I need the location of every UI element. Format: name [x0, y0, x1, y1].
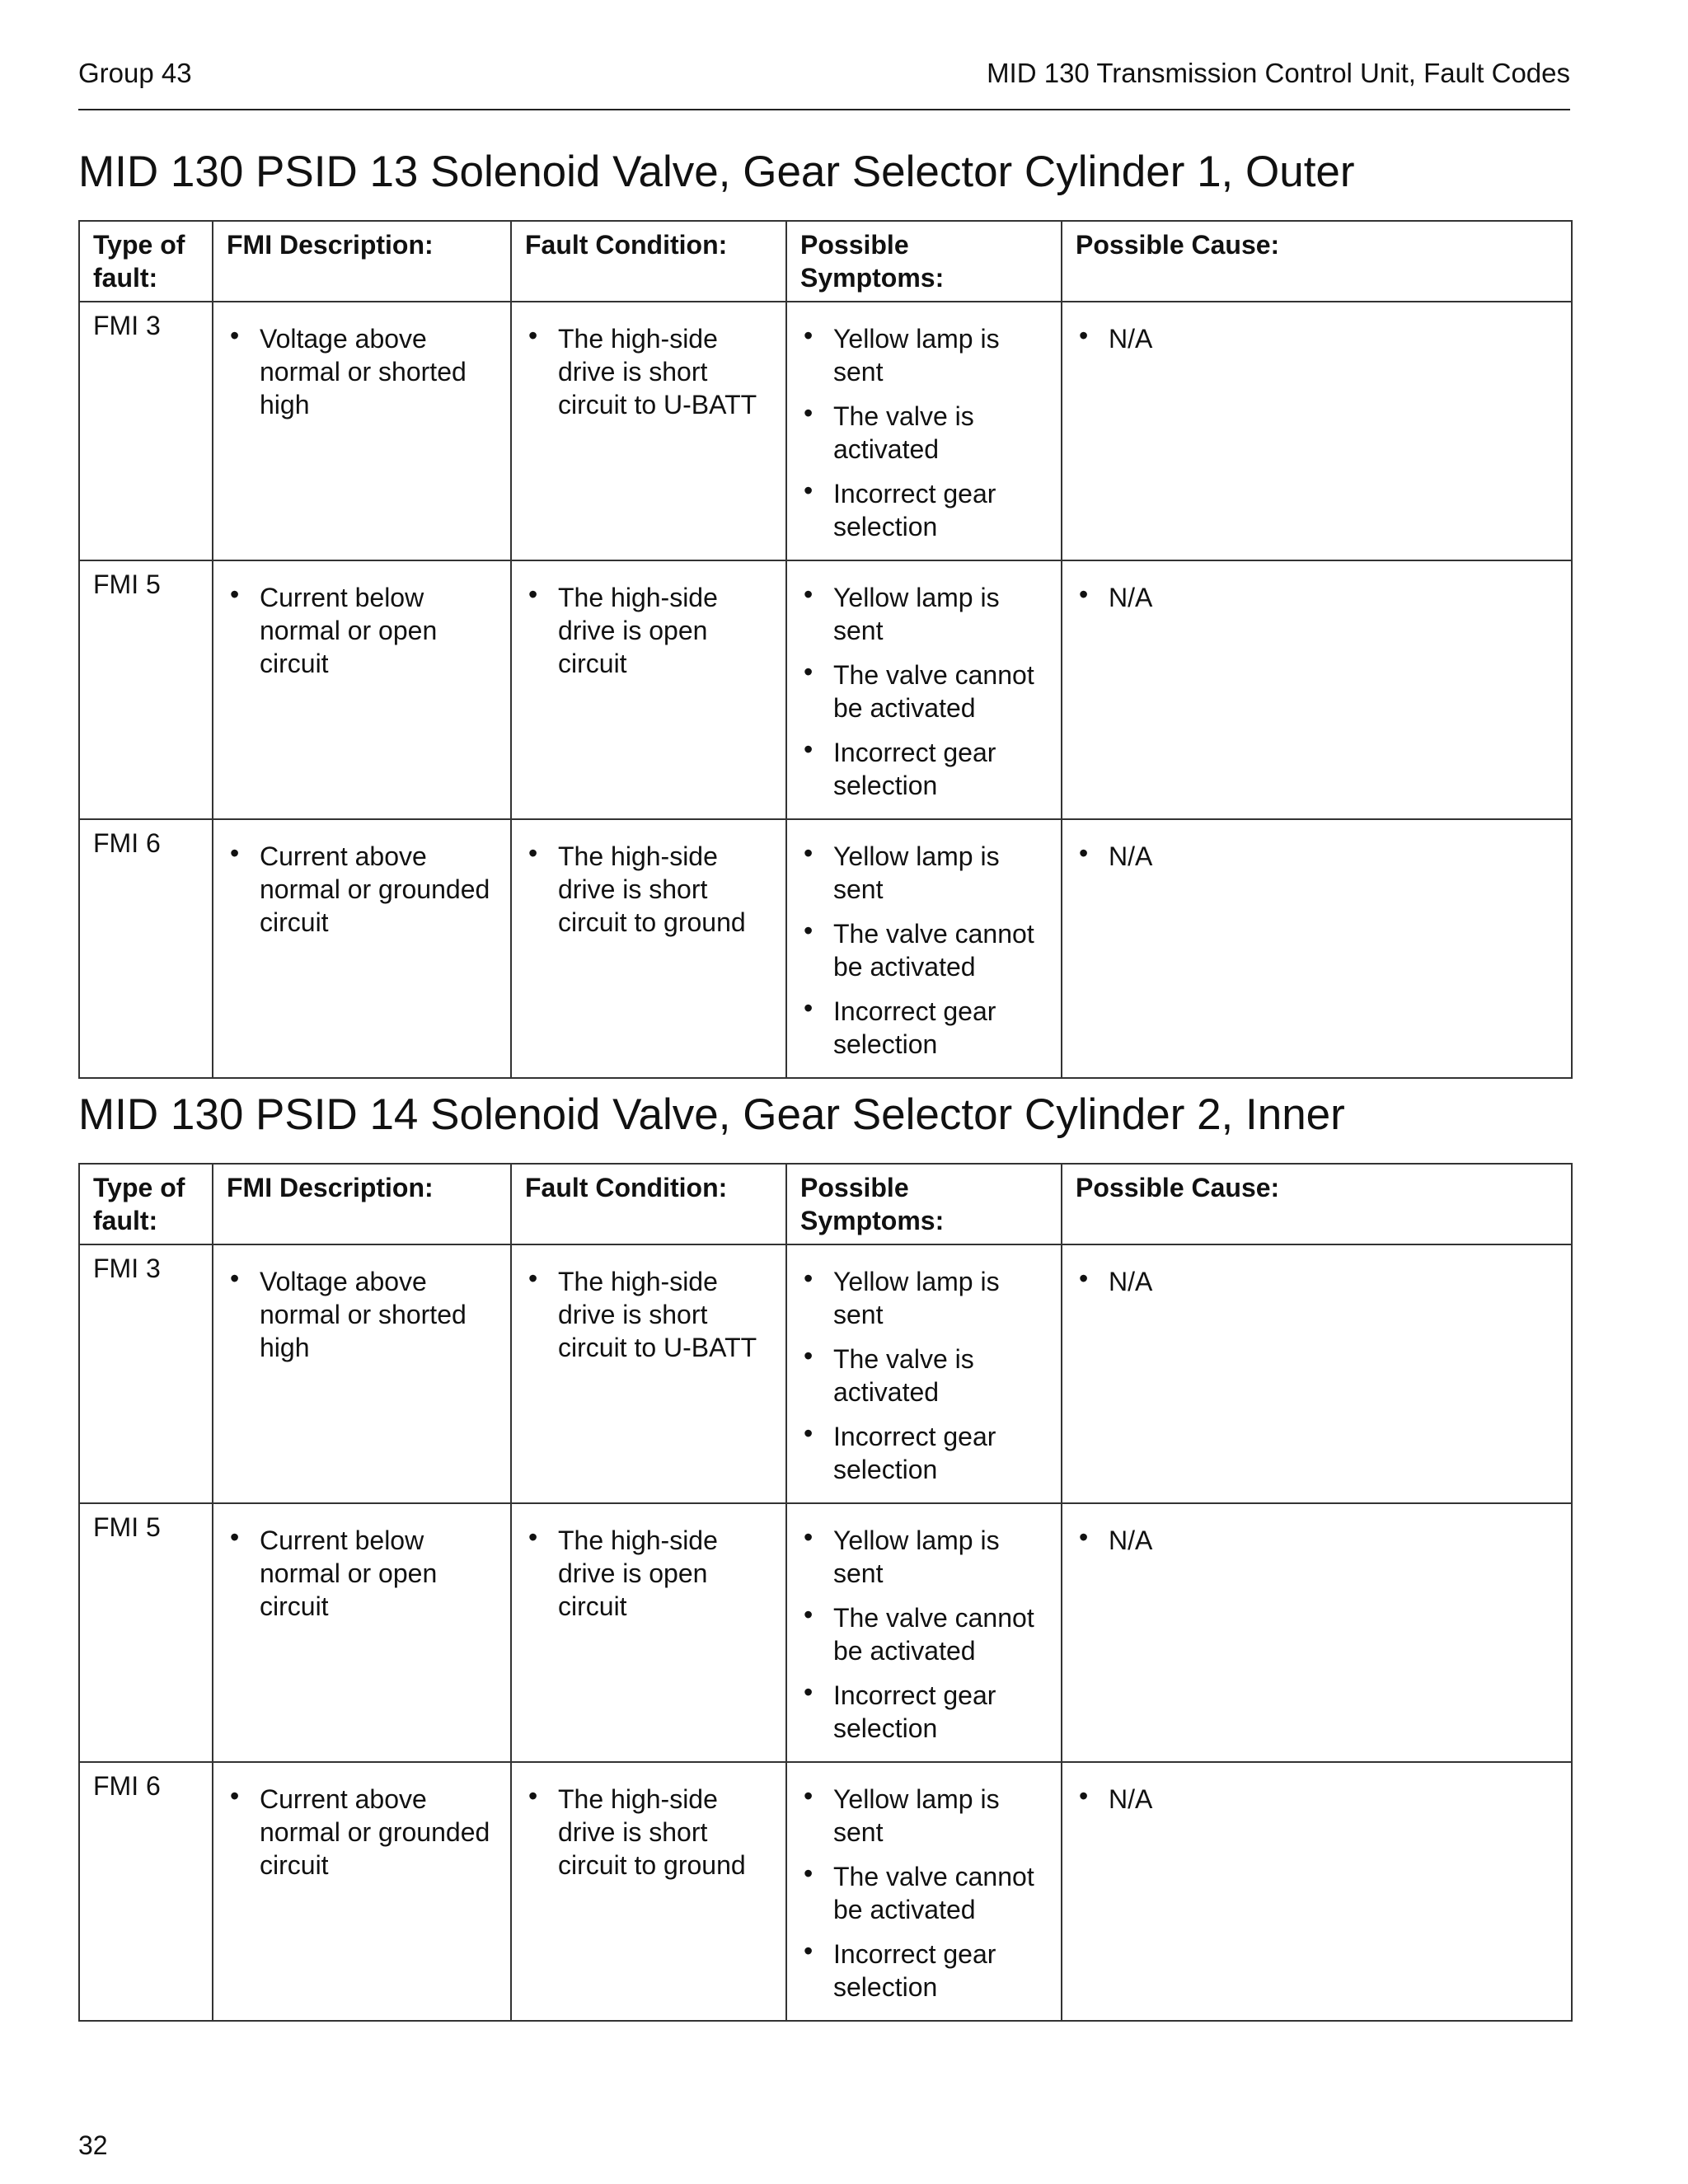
fault-condition-cell [511, 560, 786, 819]
list-item [800, 400, 1049, 466]
bullet-list [227, 1524, 499, 1623]
possible-cause-cell [1062, 560, 1572, 819]
list-item-text: Yellow lamp is sent [833, 1526, 1000, 1588]
list-item [800, 840, 1049, 906]
bullet-icon: • [804, 579, 814, 609]
list-item-text: N/A [1109, 583, 1153, 612]
fmi-description-cell [213, 1503, 511, 1762]
possible-symptoms-cell [786, 1503, 1062, 1762]
possible-cause-cell [1062, 302, 1572, 560]
list-item [800, 1860, 1049, 1926]
list-item [800, 1420, 1049, 1486]
page-number: 32 [78, 2130, 108, 2160]
bullet-icon: • [804, 1781, 814, 1811]
bullet-icon: • [804, 657, 814, 687]
bullet-icon: • [804, 476, 814, 505]
column-header-description: FMI Description: [213, 1164, 511, 1244]
table-row [79, 560, 1572, 819]
bullet-icon: • [1079, 1263, 1089, 1293]
list-item [800, 995, 1049, 1061]
bullet-icon: • [804, 993, 814, 1023]
possible-symptoms-cell [786, 302, 1062, 560]
list-item-text: N/A [1109, 1267, 1153, 1296]
header-document-title: MID 130 Transmission Control Unit, Fault Codes [987, 58, 1570, 88]
bullet-list [800, 581, 1049, 802]
bullet-icon: • [230, 579, 240, 609]
bullet-icon: • [528, 579, 538, 609]
bullet-icon: • [230, 1781, 240, 1811]
list-item-text: The valve cannot be activated [833, 1862, 1034, 1924]
list-item-text: N/A [1109, 1784, 1153, 1814]
bullet-list [525, 581, 774, 680]
list-item-text: Incorrect gear selection [833, 479, 996, 541]
possible-symptoms-cell [786, 1762, 1062, 2021]
bullet-icon: • [804, 321, 814, 350]
table-row [79, 1244, 1572, 1503]
list-item [1076, 1265, 1559, 1298]
list-item-text: The high-side drive is short circuit to U-BATT [558, 324, 757, 419]
bullet-list [800, 322, 1049, 543]
bullet-list [800, 1524, 1049, 1745]
fault-type-cell: FMI 3 [79, 302, 213, 560]
fault-condition-cell [511, 302, 786, 560]
list-item [800, 477, 1049, 543]
fmi-description-cell [213, 302, 511, 560]
list-item-text: The valve cannot be activated [833, 660, 1034, 723]
possible-cause-cell [1062, 1244, 1572, 1503]
column-header-symptoms: Possible Symptoms: [786, 1164, 1062, 1244]
column-header-symptoms: Possible Symptoms: [786, 221, 1062, 302]
bullet-icon: • [528, 838, 538, 868]
list-item [525, 1783, 774, 1882]
bullet-icon: • [804, 734, 814, 764]
possible-symptoms-cell [786, 560, 1062, 819]
bullet-icon: • [804, 838, 814, 868]
list-item [227, 322, 499, 421]
list-item-text: The high-side drive is short circuit to ground [558, 1784, 746, 1880]
list-item [227, 1524, 499, 1623]
bullet-list [800, 1783, 1049, 2004]
bullet-icon: • [1079, 838, 1089, 868]
page-header [78, 58, 1570, 110]
list-item [800, 1343, 1049, 1408]
fault-table-psid-13 [78, 220, 1573, 1079]
list-item-text: Yellow lamp is sent [833, 1267, 1000, 1329]
fault-type-cell: FMI 6 [79, 819, 213, 1078]
bullet-icon: • [1079, 1522, 1089, 1552]
bullet-icon: • [804, 1936, 814, 1966]
list-item-text: The valve cannot be activated [833, 1603, 1034, 1666]
list-item-text: The valve cannot be activated [833, 919, 1034, 982]
bullet-icon: • [230, 838, 240, 868]
list-item-text: Current above normal or grounded circuit [260, 841, 490, 937]
fault-condition-cell [511, 1503, 786, 1762]
bullet-list [1076, 1265, 1559, 1298]
list-item [227, 1783, 499, 1882]
column-header-type: Type of fault: [79, 221, 213, 302]
fault-type-cell: FMI 5 [79, 1503, 213, 1762]
bullet-icon: • [230, 321, 240, 350]
bullet-list [525, 1524, 774, 1623]
fault-condition-cell [511, 819, 786, 1078]
list-item [1076, 322, 1559, 355]
bullet-list [525, 1783, 774, 1882]
list-item [800, 1601, 1049, 1667]
bullet-icon: • [804, 916, 814, 945]
list-item [525, 322, 774, 421]
fmi-description-cell [213, 1762, 511, 2021]
list-item-text: N/A [1109, 324, 1153, 354]
bullet-icon: • [804, 398, 814, 428]
list-item [1076, 840, 1559, 873]
header-group: Group 43 [78, 58, 192, 88]
list-item [525, 1265, 774, 1364]
bullet-list [227, 1265, 499, 1364]
list-item [227, 581, 499, 680]
list-item-text: The high-side drive is short circuit to ground [558, 841, 746, 937]
table-row [79, 819, 1572, 1078]
possible-cause-cell [1062, 1762, 1572, 2021]
fmi-description-cell [213, 819, 511, 1078]
list-item [800, 736, 1049, 802]
table-header-row [79, 221, 1572, 302]
list-item-text: Incorrect gear selection [833, 1422, 996, 1484]
table-header-row [79, 1164, 1572, 1244]
list-item-text: Current below normal or open circuit [260, 583, 438, 678]
bullet-list [800, 1265, 1049, 1486]
bullet-icon: • [804, 1341, 814, 1371]
list-item [227, 1265, 499, 1364]
bullet-icon: • [804, 1522, 814, 1552]
bullet-list [227, 581, 499, 680]
list-item-text: Voltage above normal or shorted high [260, 1267, 467, 1362]
list-item-text: Current above normal or grounded circuit [260, 1784, 490, 1880]
list-item-text: Yellow lamp is sent [833, 583, 1000, 645]
list-item [800, 917, 1049, 983]
bullet-list [525, 840, 774, 939]
fault-condition-cell [511, 1244, 786, 1503]
fault-type-cell: FMI 6 [79, 1762, 213, 2021]
list-item-text: The high-side drive is open circuit [558, 583, 718, 678]
bullet-icon: • [1079, 321, 1089, 350]
list-item [800, 322, 1049, 388]
list-item-text: Incorrect gear selection [833, 996, 996, 1059]
table-row [79, 302, 1572, 560]
bullet-list [1076, 1783, 1559, 1816]
list-item [800, 1938, 1049, 2004]
column-header-description: FMI Description: [213, 221, 511, 302]
bullet-icon: • [230, 1263, 240, 1293]
bullet-icon: • [804, 1263, 814, 1293]
list-item [1076, 1524, 1559, 1557]
bullet-list [525, 1265, 774, 1364]
list-item-text: The valve is activated [833, 1344, 974, 1407]
bullet-icon: • [804, 1677, 814, 1707]
possible-symptoms-cell [786, 819, 1062, 1078]
list-item-text: Yellow lamp is sent [833, 1784, 1000, 1847]
bullet-icon: • [1079, 1781, 1089, 1811]
section-title-psid-14: MID 130 PSID 14 Solenoid Valve, Gear Selector Cylinder 2, Inner [78, 1090, 1345, 1139]
list-item [800, 1265, 1049, 1331]
list-item [525, 581, 774, 680]
list-item-text: Current below normal or open circuit [260, 1526, 438, 1621]
fmi-description-cell [213, 1244, 511, 1503]
fmi-description-cell [213, 560, 511, 819]
bullet-list [227, 322, 499, 421]
list-item [227, 840, 499, 939]
column-header-condition: Fault Condition: [511, 221, 786, 302]
list-item-text: N/A [1109, 1526, 1153, 1555]
column-header-type: Type of fault: [79, 1164, 213, 1244]
list-item-text: N/A [1109, 841, 1153, 871]
list-item [800, 658, 1049, 724]
list-item-text: Incorrect gear selection [833, 738, 996, 800]
list-item [1076, 1783, 1559, 1816]
column-header-cause: Possible Cause: [1062, 221, 1572, 302]
bullet-list [525, 322, 774, 421]
fault-type-cell: FMI 3 [79, 1244, 213, 1503]
list-item [800, 1524, 1049, 1590]
list-item [800, 1783, 1049, 1849]
list-item-text: Yellow lamp is sent [833, 841, 1000, 904]
bullet-list [800, 840, 1049, 1061]
column-header-cause: Possible Cause: [1062, 1164, 1572, 1244]
bullet-icon: • [1079, 579, 1089, 609]
bullet-icon: • [230, 1522, 240, 1552]
list-item-text: Yellow lamp is sent [833, 324, 1000, 387]
bullet-icon: • [804, 1418, 814, 1448]
list-item [800, 1679, 1049, 1745]
list-item [1076, 581, 1559, 614]
bullet-icon: • [804, 1600, 814, 1629]
bullet-list [1076, 581, 1559, 614]
bullet-icon: • [804, 1858, 814, 1888]
bullet-icon: • [528, 1263, 538, 1293]
bullet-list [1076, 1524, 1559, 1557]
bullet-list [1076, 840, 1559, 873]
list-item-text: The high-side drive is open circuit [558, 1526, 718, 1621]
list-item-text: Incorrect gear selection [833, 1680, 996, 1743]
list-item [800, 581, 1049, 647]
list-item-text: The valve is activated [833, 401, 974, 464]
column-header-condition: Fault Condition: [511, 1164, 786, 1244]
table-row [79, 1503, 1572, 1762]
list-item [525, 840, 774, 939]
section-title-psid-13: MID 130 PSID 13 Solenoid Valve, Gear Selector Cylinder 1, Outer [78, 148, 1355, 196]
fault-condition-cell [511, 1762, 786, 2021]
bullet-list [227, 1783, 499, 1882]
list-item-text: Incorrect gear selection [833, 1939, 996, 2002]
fault-table-psid-14 [78, 1163, 1573, 2022]
fault-type-cell: FMI 5 [79, 560, 213, 819]
list-item-text: Voltage above normal or shorted high [260, 324, 467, 419]
list-item-text: The high-side drive is short circuit to U-BATT [558, 1267, 757, 1362]
bullet-icon: • [528, 1781, 538, 1811]
bullet-list [1076, 322, 1559, 355]
table-row [79, 1762, 1572, 2021]
possible-cause-cell [1062, 1503, 1572, 1762]
possible-cause-cell [1062, 819, 1572, 1078]
list-item [525, 1524, 774, 1623]
bullet-icon: • [528, 1522, 538, 1552]
bullet-icon: • [528, 321, 538, 350]
possible-symptoms-cell [786, 1244, 1062, 1503]
bullet-list [227, 840, 499, 939]
